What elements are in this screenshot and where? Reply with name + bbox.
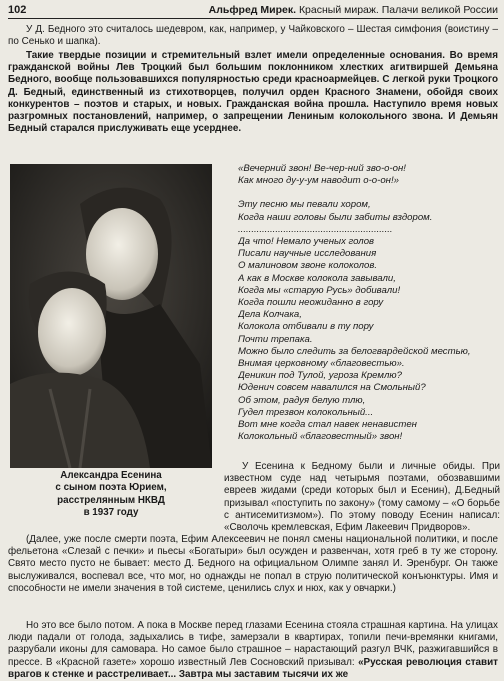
- caption-line: расстрелянным НКВД: [57, 494, 165, 506]
- portrait-photo: [10, 164, 212, 468]
- header-book-title: Красный мираж. Палачи великой России: [298, 4, 498, 16]
- poem-line: Дела Колчака,: [238, 309, 302, 321]
- poem-line: Да что! Немало ученых голов: [238, 236, 375, 248]
- paragraph-5-text: Но это все было потом. А пока в Москве перед глазами Есенина стояла страшная картина. На улицах люди падали от голода, задыхались в тифе, замерзали в квартирах, топили печи-времянки книгами, разрубали иконы для самовара. Но самое было страшное – нарастающий разгул ВЧК, разжигавшийся в прессе. В «Красной газете» хорошо известный Лев Сосновский призывал:: [8, 620, 498, 668]
- page-number: 102: [8, 4, 27, 16]
- running-header: [8, 2, 498, 19]
- poem-line: Когда пошли неожиданно в гору: [238, 297, 384, 309]
- poem-line: Гудел трезвон колокольный...: [238, 406, 374, 418]
- poem-line: Как много ду-у-ум наводит о-о-он!»: [238, 175, 399, 187]
- paragraph-5-bold-quote: «Русская революция ставит врагов к стенке и расстреливает... Завтра мы заставим тысячи их же: [8, 656, 498, 680]
- running-title: [209, 2, 498, 18]
- poem-stanza-gap: [238, 187, 502, 199]
- poem-line: Почти трепака.: [238, 333, 313, 345]
- poem-line: Когда наши головы были забиты вздором.: [238, 211, 433, 223]
- poem-line: Колокольный «благовестный» звон!: [238, 431, 403, 443]
- poem-line: Когда мы «старую Русь» добивали!: [238, 284, 401, 296]
- paragraph-1: У Д. Бедного это считалось шедевром, как, например, у Чайковского – Шестая симфония (воистину – по Сенько и шапка).: [8, 24, 498, 48]
- header-author: Альфред Мирек.: [208, 4, 297, 16]
- photo-caption: [10, 470, 212, 520]
- portrait-image: [10, 164, 212, 468]
- poem-line: Колокола отбивали в ту пору: [238, 321, 374, 333]
- poem-line: О малиновом звоне колоколов.: [238, 260, 378, 272]
- paragraph-5: [8, 620, 498, 681]
- poem-line: Деникин под Тулой, угроза Кремлю?: [238, 370, 402, 382]
- paragraph-2: Такие твердые позиции и стремительный взлет имели определенные основания. Во время гражданской войны Лев Троцкий был большим поклонником хлестких агитвиршей Демьяна Бедного, вообще пользовавшихся популярностью среди красноармейцев. С легкой руки Троцкого Д. Бедный, единственный из стихотворцев, получил орден Красного Знамени, обойдя своих конкурентов – поэтов и старых, и новых. Гражданская война прошла. Наступило время новых разгромных постановлений, например, о запрещении Лениным колокольного звона. И Демьян Бедный старался прислуживать еще усерднее.: [8, 50, 498, 135]
- poem-line: А как в Москве колокола завывали,: [238, 272, 396, 284]
- caption-line: Александра Есенина: [60, 470, 162, 481]
- poem-line: Можно было следить за белогвардейской местью,: [238, 345, 471, 357]
- caption-line: в 1937 году: [83, 507, 139, 519]
- paragraph-3: У Есенина к Бедному были и личные обиды. При известном суде над четырьмя поэтами, обозвавшими евреев жидами (среди которых был и Есенин), Д.Бедный призывал «поступить по закону» (тому самому – «О борьбе с антисемитизмом»). По этому поводу Есенин написал: «Сволочь кремлевская, Ефим Лакеевич Придворов».: [224, 461, 500, 534]
- poem-line: Юденич совсем навалился на Смольный?: [238, 382, 426, 394]
- poem-line: Писали научные исследования: [238, 248, 377, 260]
- poem-quote: [238, 163, 502, 443]
- caption-line: с сыном поэта Юрием,: [55, 482, 167, 494]
- poem-line: Об этом, радуя белую тлю,: [238, 394, 366, 406]
- poem-line: «Вечерний звон! Ве-чер-ний зво-о-он!: [238, 163, 406, 174]
- poem-line: Вот мне когда стал навек ненавистен: [238, 419, 417, 431]
- poem-ellipsis: ..........................................................: [238, 223, 393, 235]
- poem-line: Внимая церковному «благовестью».: [238, 358, 405, 370]
- paragraph-4: (Далее, уже после смерти поэта, Ефим Алексеевич не понял смены национальной политики, и после фельетона «Слезай с печки» и пьесы «Богатыри» был осужден и развенчан, хотя греб в ту же сторону. Свято место пусто не бывает: место Д. Бедного на официальном Олимпе занял И. Эренбург. Он также выслуживался, воспевал все, что мог, но однажды не попал в струю политической конъюнктуры. Имя и способности не имели значения в той системе, ценились слух и нюх, как у овчарки.): [8, 534, 498, 594]
- poem-line: Эту песню мы певали хором,: [238, 199, 371, 211]
